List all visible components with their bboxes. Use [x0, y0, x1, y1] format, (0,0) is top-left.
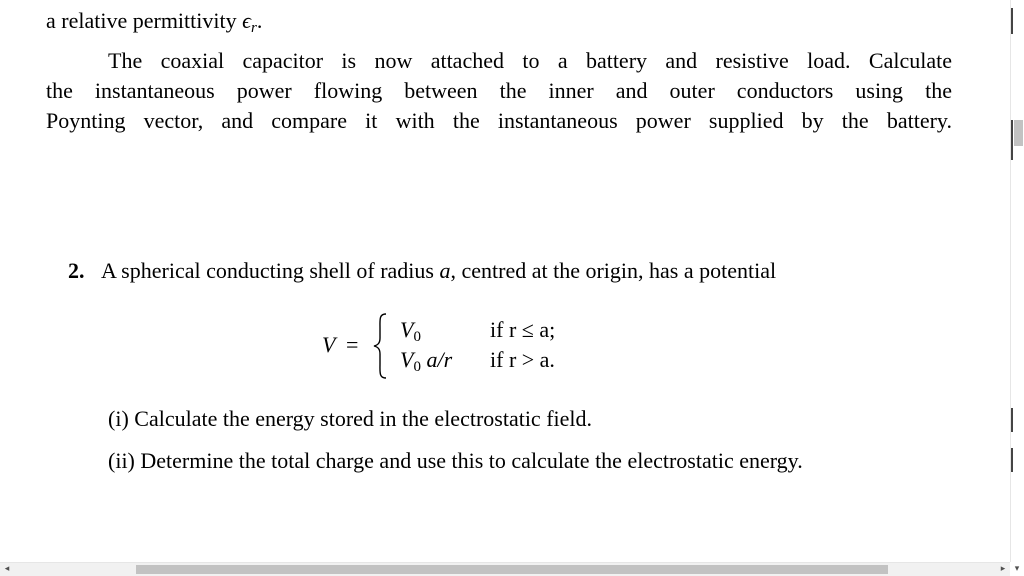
scroll-down-icon[interactable]: ▾	[1010, 562, 1024, 576]
horizontal-scroll-thumb[interactable]	[136, 565, 888, 574]
question-2-stem: 2. A spherical conducting shell of radius a, centred at the origin, has a potential	[68, 258, 777, 283]
equation-case-1: $V_0$ if r ≤ a;	[400, 317, 556, 345]
equation-case-2: $V_0$ a/r if r > a.	[400, 347, 555, 375]
permittivity-symbol: ϵ	[242, 8, 251, 33]
horizontal-scrollbar[interactable]	[0, 562, 1024, 576]
scroll-right-icon[interactable]: ▸	[1000, 564, 1006, 574]
scroll-marker	[1011, 408, 1013, 432]
question-number: 2.	[68, 258, 85, 283]
scroll-left-icon[interactable]: ◂	[4, 564, 10, 574]
paragraph-line-3: Poynting vector, and compare it with the instantaneous power supplied by the battery.	[46, 108, 952, 133]
left-brace-icon	[372, 312, 388, 380]
paragraph-line-1: The coaxial capacitor is now attached to a battery and resistive load. Calculate	[108, 48, 952, 73]
potential-equation: V = $V_0$ if r ≤ a; $V_0$ a/r if r > a.	[322, 312, 642, 382]
part-i: (i) Calculate the energy stored in the electrostatic field.	[108, 406, 593, 431]
scroll-marker	[1011, 8, 1013, 34]
paragraph-line-2: the instantaneous power flowing between the inner and outer conductors using the	[46, 78, 952, 103]
scroll-marker	[1011, 448, 1013, 472]
scroll-marker	[1011, 120, 1013, 160]
intro-line: a relative permittivity $\epsilon_r$.	[46, 8, 263, 36]
part-ii: (ii) Determine the total charge and use this to calculate the electrostatic energy.	[108, 448, 803, 473]
vertical-scrollbar[interactable]	[1010, 0, 1024, 562]
vertical-scroll-thumb[interactable]	[1014, 120, 1023, 146]
